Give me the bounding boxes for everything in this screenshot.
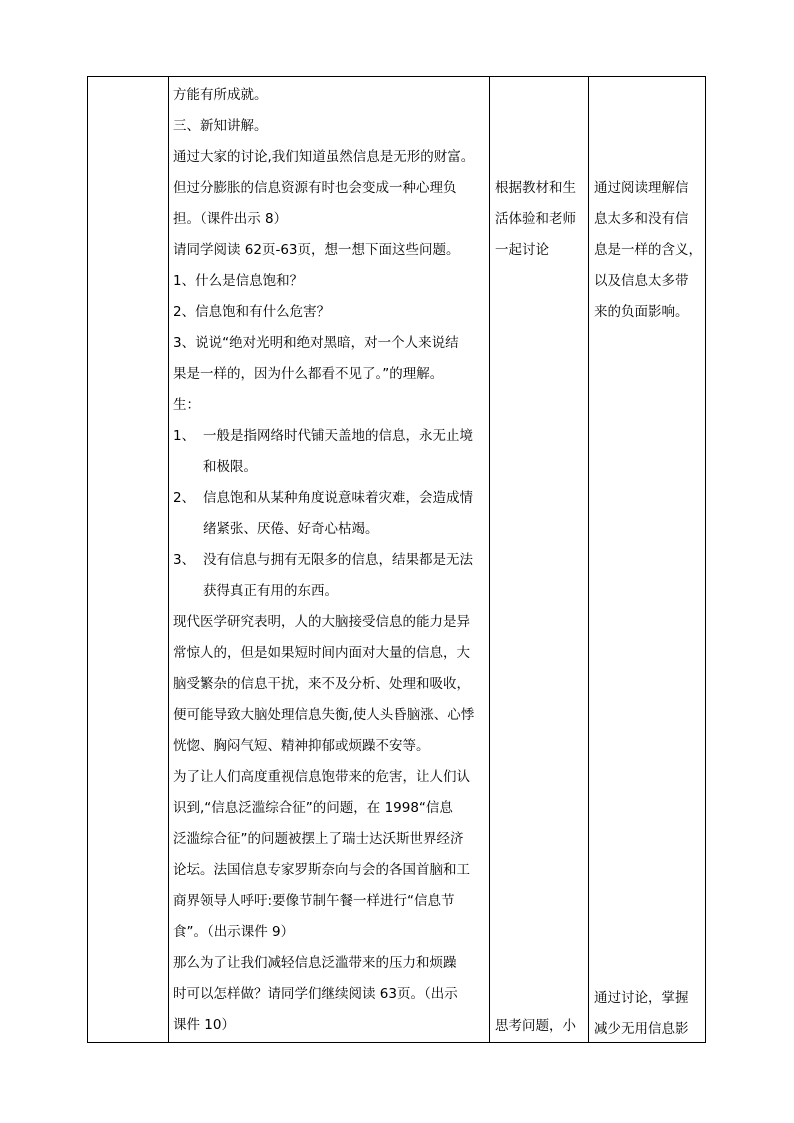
answer-text: 一般是指网络时代铺天盖地的信息，永无止境 bbox=[203, 428, 473, 444]
text-line: 思考问题，小 bbox=[495, 1018, 576, 1034]
text-line: 泛滥综合征”的问题被摆上了瑞士达沃斯世界经济 bbox=[173, 831, 464, 847]
text-line: 那么为了让我们减轻信息泛滥带来的压力和烦躁 bbox=[173, 955, 457, 971]
design-intent-column bbox=[594, 77, 706, 1042]
text-line: 获得真正有用的东西。 bbox=[203, 583, 338, 599]
student-activity-column bbox=[495, 77, 587, 1042]
text-line: 生： bbox=[173, 397, 200, 413]
text-line: 请同学阅读 62页-63页，想一想下面这些问题。 bbox=[173, 242, 460, 258]
list-marker: 1、 bbox=[173, 428, 196, 444]
question-item: 2、信息饱和有什么危害？ bbox=[173, 304, 331, 320]
text-line: 通过阅读理解信 bbox=[594, 180, 689, 196]
text-line: 为了让人们高度重视信息饱带来的危害，让人们认 bbox=[173, 769, 470, 785]
text-line: 通过大家的讨论,我们知道虽然信息是无形的财富。 bbox=[173, 149, 475, 165]
list-marker: 3、 bbox=[173, 552, 196, 568]
answer-item bbox=[173, 421, 487, 452]
text-line: 脑受繁杂的信息干扰，来不及分析、处理和吸收， bbox=[173, 676, 470, 692]
text-line: 便可能导致大脑处理信息失衡,使人头昏脑涨、心悸 bbox=[173, 707, 475, 723]
text-line: 商界领导人呼吁:要像节制午餐一样进行“信息节 bbox=[173, 893, 455, 909]
column-divider bbox=[588, 77, 589, 1042]
text-line: 恍惚、胸闷气短、精神抑郁或烦躁不安等。 bbox=[173, 738, 430, 754]
column-divider bbox=[489, 77, 490, 1042]
text-line: 来的负面影响。 bbox=[594, 304, 689, 320]
column-divider bbox=[168, 77, 169, 1042]
text-line: 课件 10） bbox=[173, 1017, 235, 1033]
teaching-process-column bbox=[173, 80, 487, 1042]
text-line: 息是一样的含义， bbox=[594, 242, 702, 258]
text-line: 根据教材和生 bbox=[495, 180, 576, 196]
answer-item bbox=[173, 545, 487, 576]
text-line: 减少无用信息影 bbox=[594, 1021, 689, 1037]
question-item: 1、什么是信息饱和？ bbox=[173, 273, 304, 289]
section-heading: 三、新知讲解。 bbox=[173, 118, 268, 134]
question-item: 3、说说“绝对光明和绝对黑暗，对一个人来说结 bbox=[173, 335, 459, 351]
text-line: 和极限。 bbox=[203, 459, 257, 475]
text-line: 果是一样的，因为什么都看不见了。”的理解。 bbox=[173, 366, 444, 382]
list-marker: 2、 bbox=[173, 490, 196, 506]
text-line: 绪紧张、厌倦、好奇心枯竭。 bbox=[203, 521, 379, 537]
text-line: 常惊人的，但是如果短时间内面对大量的信息，大 bbox=[173, 645, 470, 661]
text-line: 担。（课件出示 8） bbox=[173, 211, 288, 227]
text-line: 方能有所成就。 bbox=[173, 87, 268, 103]
answer-text: 没有信息与拥有无限多的信息，结果都是无法 bbox=[203, 552, 473, 568]
text-line: 识到,“信息泛滥综合征”的问题，在 1998“信息 bbox=[173, 800, 453, 816]
stage-column bbox=[88, 77, 168, 1042]
text-line: 时可以怎样做？请同学们继续阅读 63页。（出示 bbox=[173, 986, 458, 1002]
answer-item bbox=[173, 483, 487, 514]
text-line: 以及信息太多带 bbox=[594, 273, 689, 289]
answer-text: 信息饱和从某种角度说意味着灾难，会造成情 bbox=[203, 490, 473, 506]
text-line: 一起讨论 bbox=[495, 242, 549, 258]
text-line: 论坛。法国信息专家罗斯奈向与会的各国首脑和工 bbox=[173, 862, 470, 878]
text-line: 活体验和老师 bbox=[495, 211, 576, 227]
text-line: 食”。（出示课件 9） bbox=[173, 924, 295, 940]
text-line: 息太多和没有信 bbox=[594, 211, 689, 227]
text-line: 现代医学研究表明，人的大脑接受信息的能力是异 bbox=[173, 614, 470, 630]
text-line: 通过讨论，掌握 bbox=[594, 990, 689, 1006]
lesson-table bbox=[87, 76, 706, 1043]
text-line: 但过分膨胀的信息资源有时也会变成一种心理负 bbox=[173, 180, 457, 196]
